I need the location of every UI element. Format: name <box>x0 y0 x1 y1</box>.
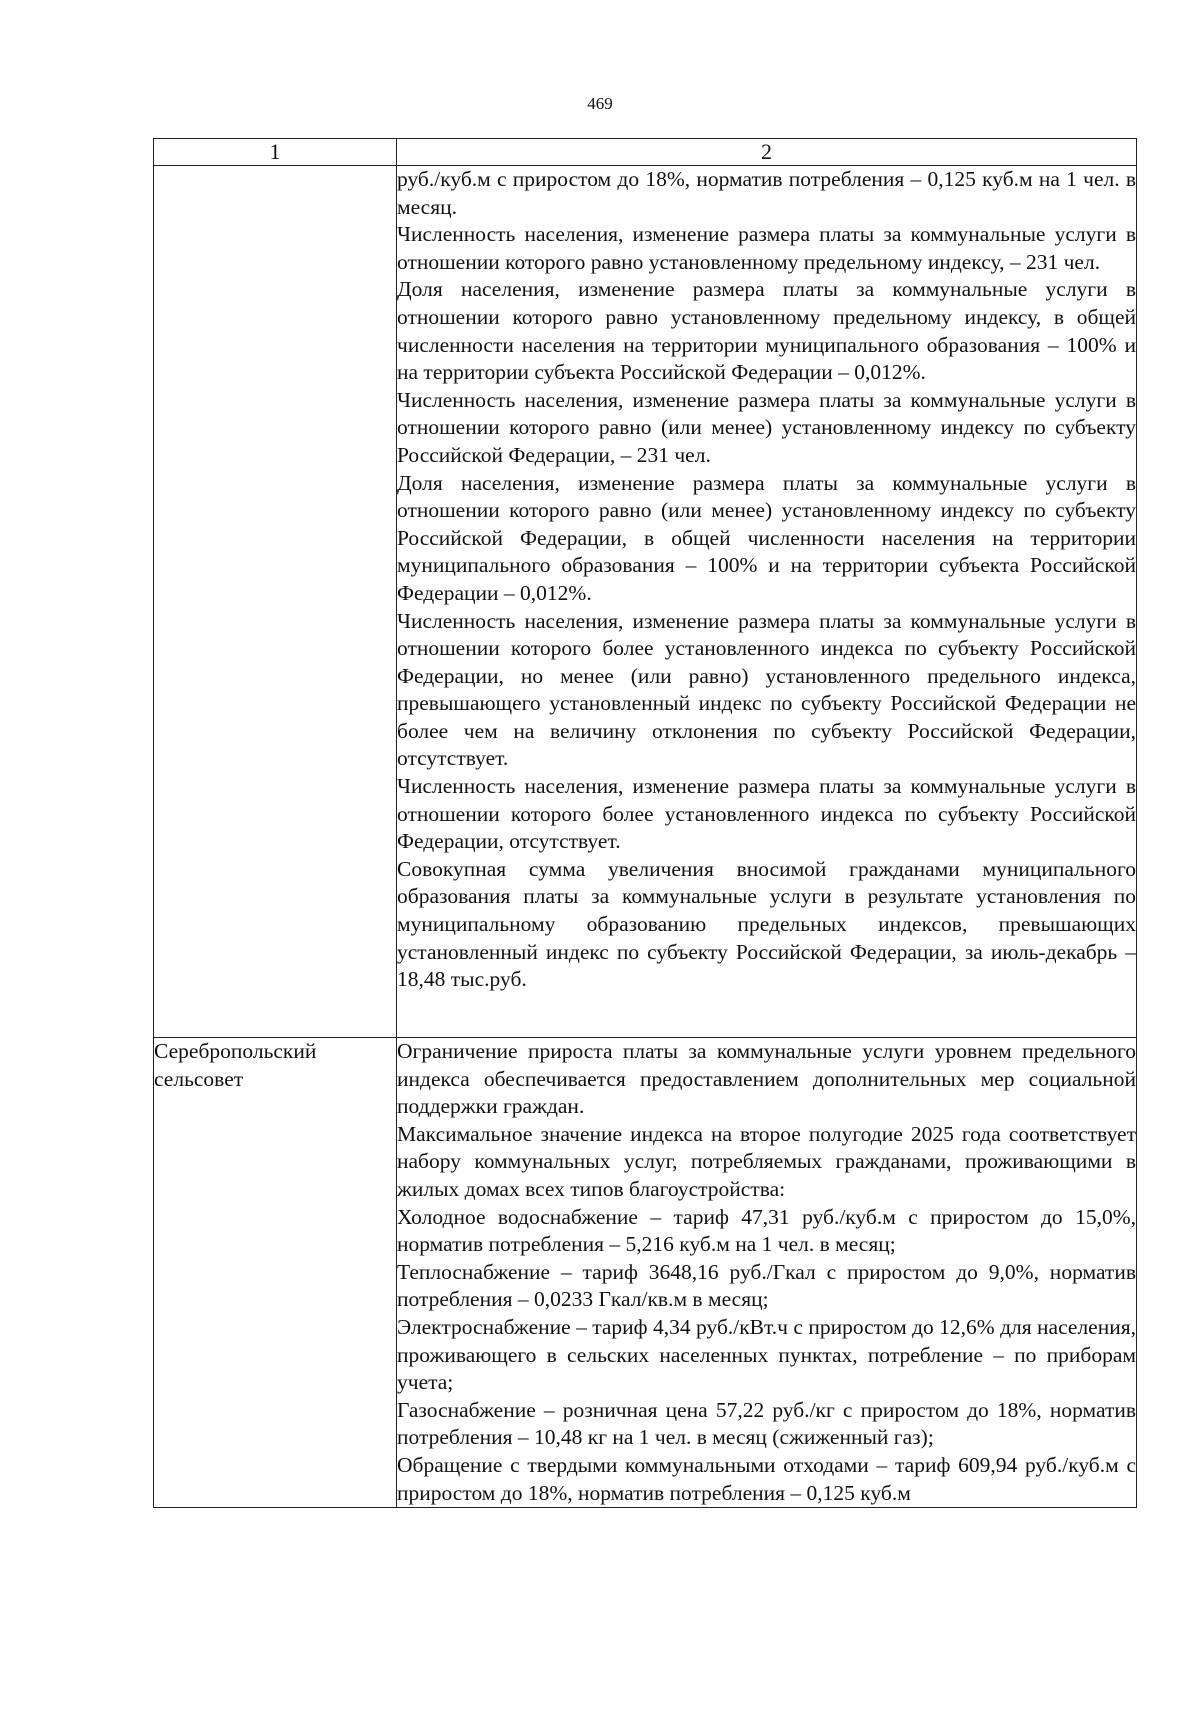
paragraph: Теплоснабжение – тариф 3648,16 руб./Гкал с приростом до 9,0%, норматив потребления – 0,0233 Гкал/кв.м в месяц; <box>397 1259 1136 1312</box>
row-label: Серебропольский сельсовет <box>154 1038 397 1508</box>
paragraph: Ограничение прироста платы за коммунальные услуги уровнем предельного индекса обеспечивается предоставлением дополнительных мер социальной поддержки граждан. <box>397 1039 1136 1119</box>
paragraph: Численность населения, изменение размера платы за коммунальные услуги в отношении которого равно (или менее) установленному индексу по субъекту Российской Федерации, – 231 чел. <box>397 387 1136 467</box>
paragraph: Численность населения, изменение размера платы за коммунальные услуги в отношении которого более установленного индекса по субъекту Российской Федерации, отсутствует. <box>397 774 1136 854</box>
page-number: 469 <box>587 94 613 113</box>
row-content <box>397 1038 1137 1508</box>
table-header-row <box>154 139 1137 166</box>
paragraph: Максимальное значение индекса на второе полугодие 2025 года соответствует набору коммунальных услуг, потребляемых гражданами, проживающими в жилых домах всех типов благоустройства: <box>397 1121 1136 1201</box>
paragraph: Электроснабжение – тариф 4,34 руб./кВт.ч с приростом до 12,6% для населения, проживающего в сельских населенных пунктах, потребление – по приборам учета; <box>397 1314 1136 1395</box>
row-label <box>154 166 397 1038</box>
paragraph: Совокупная сумма увеличения вносимой гражданами муниципального образования платы за коммунальные услуги в результате установления по муниципальному образованию предельных индексов, превышающих установленный индекс по субъекту Российской Федерации, за июль-декабрь – 18,48 тыс.руб. <box>397 856 1136 992</box>
paragraph: руб./куб.м с приростом до 18%, норматив потребления – 0,125 куб.м на 1 чел. в месяц. <box>397 167 1136 219</box>
paragraph: Доля населения, изменение размера платы за коммунальные услуги в отношении которого равно (или менее) установленному индексу по субъекту Российской Федерации, в общей численности населения на территории муниципального образования – 100% и на территории субъекта Российской Федерации – 0,012%. <box>397 470 1136 605</box>
row-content <box>397 166 1137 1038</box>
paragraph: Газоснабжение – розничная цена 57,22 руб./кг с приростом до 18%, норматив потребления – 10,48 кг на 1 чел. в месяц (сжиженный газ); <box>397 1397 1136 1450</box>
paragraph: Численность населения, изменение размера платы за коммунальные услуги в отношении которого более установленного индекса по субъекту Российской Федерации, но менее (или равно) установленного предельного индекса, превышающего установленный индекс по субъекту Российской Федерации не более чем на величину отклонения по субъекту Российской Федерации, отсутствует. <box>397 608 1136 771</box>
paragraph: Обращение с твердыми коммунальными отходами – тариф 609,94 руб./куб.м с приростом до 18%, норматив потребления – 0,125 куб.м <box>397 1452 1136 1505</box>
main-table <box>153 138 1137 1508</box>
paragraph: Доля населения, изменение размера платы за коммунальные услуги в отношении которого равно установленному предельному индексу, в общей численности населения на территории муниципального образования – 100% и на территории субъекта Российской Федерации – 0,012%. <box>397 277 1136 385</box>
column-header-1: 1 <box>154 139 397 166</box>
table-row <box>154 166 1137 1038</box>
paragraph: Численность населения, изменение размера платы за коммунальные услуги в отношении которого равно установленному предельному индексу, – 231 чел. <box>397 222 1136 274</box>
column-header-2: 2 <box>397 139 1137 166</box>
table-row <box>154 1038 1137 1508</box>
paragraph: Холодное водоснабжение – тариф 47,31 руб./куб.м с приростом до 15,0%, норматив потребления – 5,216 куб.м на 1 чел. в месяц; <box>397 1204 1136 1257</box>
